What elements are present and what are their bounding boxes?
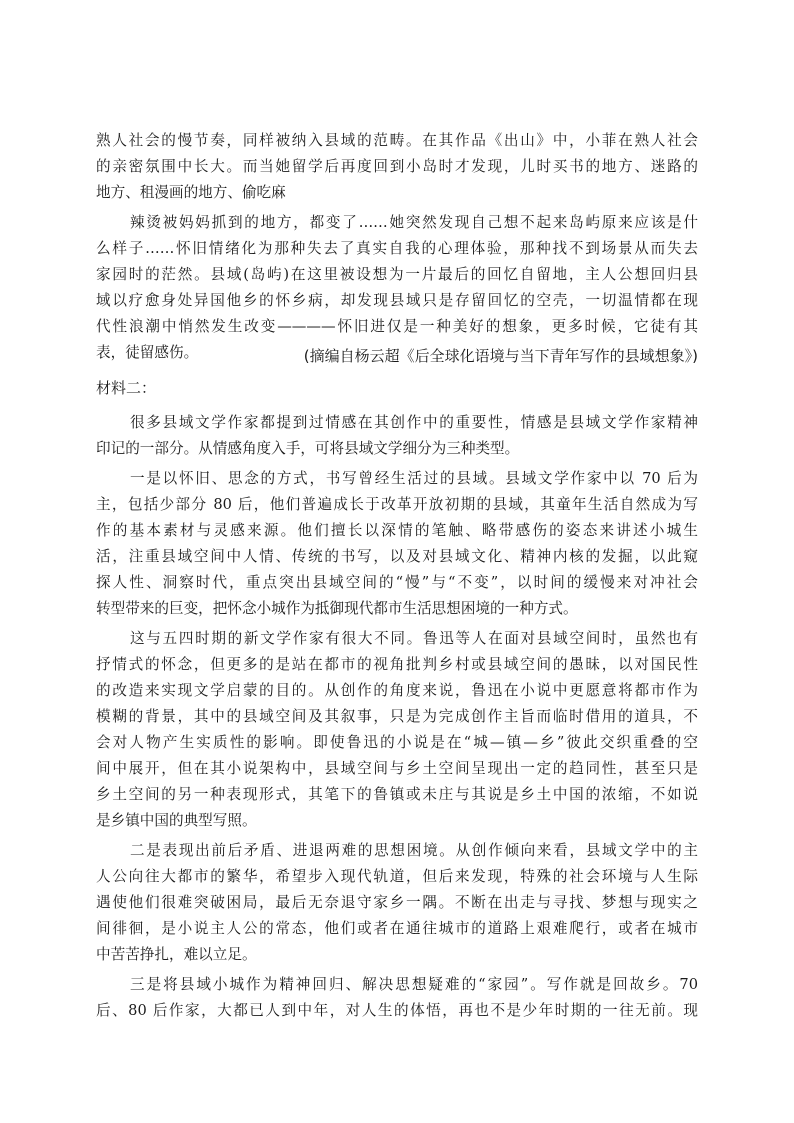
text-line: 抒情式的怀念，但更多的是站在都市的视角批判乡村或县域空间的愚昧，以对国民性 xyxy=(96,656,698,673)
text-line: 是乡镇中国的典型写照。 xyxy=(96,812,257,829)
text-line: 辣烫被妈妈抓到的地方，都变了……她突然发现自己想不起来岛屿原来应该是什 xyxy=(130,214,698,231)
text-line: 中苦苦挣扎，难以立足。 xyxy=(96,946,257,963)
text-line: 探人性、洞察时代，重点突出县域空间的“慢”与“不变”，以时间的缓慢来对冲社会 xyxy=(96,574,698,591)
source-citation: (摘编自杨云超《后全球化语境与当下青年写作的县域想象》) xyxy=(303,347,698,365)
text-line: 三是将县域小城作为精神回归、解决思想疑难的“家园”。写作就是回故乡。70 xyxy=(130,976,698,993)
text-line: 这与五四时期的新文学作家有很大不同。鲁迅等人在面对县域空间时，虽然也有 xyxy=(130,630,698,647)
text-line: 的亲密氛围中长大。而当她留学后再度回到小岛时才发现，儿时买书的地方、迷路的 xyxy=(96,158,698,175)
text-line: 代性浪潮中悄然发生改变————怀旧进仅是一种美好的想象，更多时候，它徒有其 xyxy=(96,318,698,335)
text-line: 一是以怀旧、思念的方式，书写曾经生活过的县域。县域文学作家中以 70 后为 xyxy=(130,470,698,487)
section-heading: 材料二： xyxy=(96,379,157,397)
text-line: 域以疗愈身处异国他乡的怀乡病，却发现县域只是存留回忆的空壳，一切温情都在现 xyxy=(96,292,698,309)
text-line: 会对人物产生实质性的影响。即使鲁迅的小说是在“城—镇—乡”彼此交织重叠的空 xyxy=(96,734,698,751)
text-line: 间徘徊，是小说主人公的常态，他们或者在通往城市的道路上艰难爬行，或者在城市 xyxy=(96,920,698,937)
text-line: 模糊的背景，其中的县域空间及其叙事，只是为完成创作主旨而临时借用的道具，不 xyxy=(96,708,698,725)
text-line: 间中展开，但在其小说架构中，县域空间与乡土空间呈现出一定的趋同性，甚至只是 xyxy=(96,760,698,777)
text-line: 么样子……怀旧情绪化为那种失去了真实自我的心理体验，那种找不到场景从而失去 xyxy=(96,240,698,257)
text-line: 主，包括少部分 80 后，他们普遍成长于改革开放初期的县域，其童年生活自然成为写 xyxy=(96,496,698,513)
text-line: 乡土空间的另一种表现形式，其笔下的鲁镇或未庄与其说是乡土中国的浓缩，不如说 xyxy=(96,786,698,803)
text-line: 二是表现出前后矛盾、进退两难的思想困境。从创作倾向来看，县域文学中的主 xyxy=(130,842,698,859)
text-line: 活，注重县域空间中人情、传统的书写，以及对县域文化、精神内核的发掘，以此窥 xyxy=(96,548,698,565)
text-line: 人公向往大都市的繁华，希望步入现代轨道，但后来发现，特殊的社会环境与人生际 xyxy=(96,868,698,885)
text-line: 熟人社会的慢节奏，同样被纳入县域的范畴。在其作品《出山》中，小菲在熟人社会 xyxy=(96,132,698,149)
text-line: 转型带来的巨变，把怀念小城作为抵御现代都市生活思想困境的一种方式。 xyxy=(96,600,578,617)
text-line: 印记的一部分。从情感角度入手，可将县域文学细分为三种类型。 xyxy=(96,440,520,457)
text-line: 遇使他们很难突破困局，最后无奈退守家乡一隅。不断在出走与寻找、梦想与现实之 xyxy=(96,894,698,911)
text-line: 表，徒留感伤。 xyxy=(96,344,199,361)
text-line: 的改造来实现文学启蒙的目的。从创作的角度来说，鲁迅在小说中更愿意将都市作为 xyxy=(96,682,698,699)
text-line: 家园时的茫然。县域(岛屿)在这里被设想为一片最后的回忆自留地，主人公想回归县 xyxy=(96,266,698,283)
text-line: 作的基本素材与灵感来源。他们擅长以深情的笔触、略带感伤的姿态来讲述小城生 xyxy=(96,522,698,539)
text-line: 后、80 后作家，大都已人到中年，对人生的体悟，再也不是少年时期的一往无前。现 xyxy=(96,1002,698,1019)
text-line: 地方、租漫画的地方、偷吃麻 xyxy=(96,184,286,201)
text-line: 很多县域文学作家都提到过情感在其创作中的重要性，情感是县域文学作家精神 xyxy=(130,414,698,431)
